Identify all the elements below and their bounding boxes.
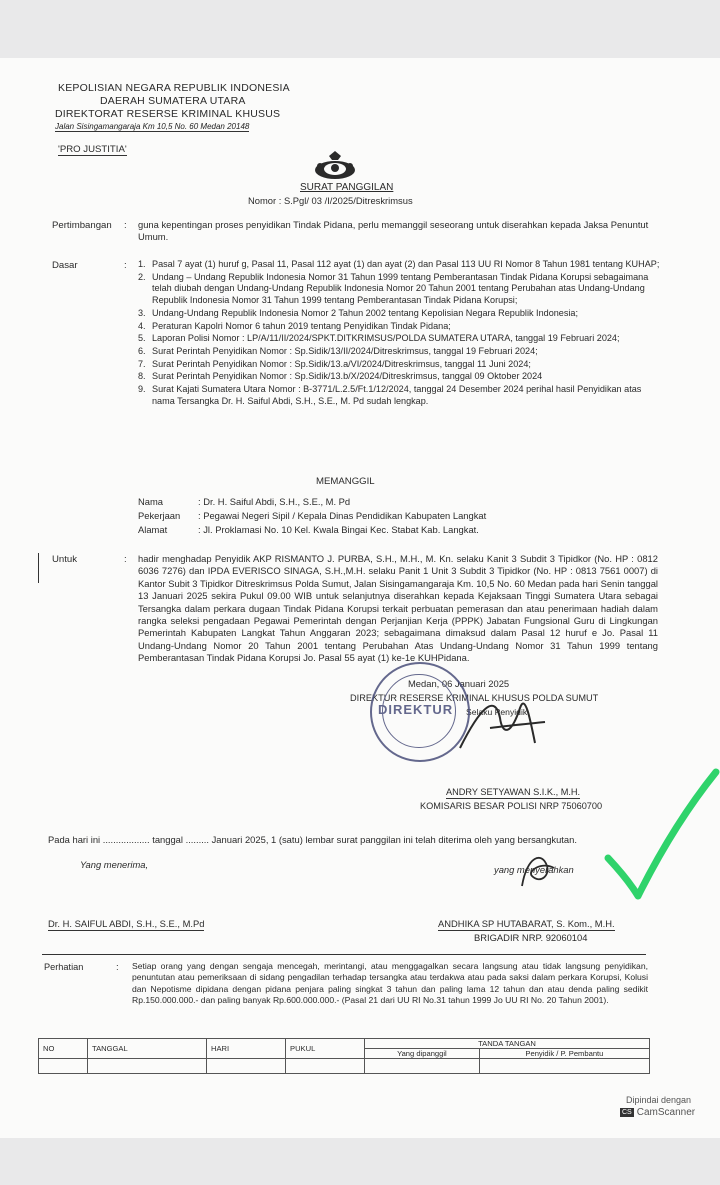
- header-line3: DIREKTORAT RESERSE KRIMINAL KHUSUS: [55, 108, 281, 120]
- perhatian-label: Perhatian: [44, 962, 84, 972]
- col-yang-dipanggil: Yang dipanggil: [365, 1049, 480, 1059]
- scanner-caption: Dipindai dengan: [626, 1095, 692, 1105]
- receiver-name: Dr. H. SAIFUL ABDI, S.H., S.E., M.Pd: [48, 918, 204, 931]
- table-row: [39, 1059, 650, 1074]
- giver-name: ANDHIKA SP HUTABARAT, S. Kom., M.H.: [438, 918, 615, 931]
- signature-table: [38, 1038, 650, 1074]
- receiver-label: Yang menerima,: [80, 859, 149, 870]
- untuk-colon: :: [124, 554, 127, 565]
- camscanner-logo-icon: CS: [622, 1109, 632, 1116]
- check-mark-icon: [602, 768, 720, 908]
- giver-signature-icon: [512, 846, 562, 896]
- scanner-brand-name: CamScanner: [636, 1107, 696, 1118]
- col-no: NO: [39, 1039, 88, 1059]
- signature-office: DIREKTUR RESERSE KRIMINAL KHUSUS POLDA SUMUT: [350, 693, 599, 703]
- dasar-item: 4. Peraturan Kapolri Nomor 6 tahun 2019 tentang Penyidikan Tindak Pidana;: [138, 320, 451, 331]
- receipt-line: Pada hari ini .................. tanggal ......... Januari 2025, 1 (satu) lembar surat panggilan ini telah diterima oleh yang bersangkutan.: [48, 834, 577, 845]
- signature-name: ANDRY SETYAWAN S.I.K., M.H.: [446, 786, 580, 799]
- pertimbangan-colon: :: [124, 220, 127, 231]
- margin-mark: [38, 553, 39, 583]
- alamat-value: : Jl. Proklamasi No. 10 Kel. Kwala Bingai Kec. Stabat Kab. Langkat.: [198, 524, 479, 535]
- col-tanda-tangan: TANDA TANGAN: [365, 1039, 650, 1049]
- header-line1: KEPOLISIAN NEGARA REPUBLIK INDONESIA: [58, 82, 290, 94]
- header-line2: DAERAH SUMATERA UTARA: [100, 95, 246, 107]
- col-pukul: PUKUL: [286, 1039, 365, 1059]
- pertimbangan-label: Pertimbangan: [52, 220, 112, 231]
- pro-justitia: 'PRO JUSTITIA': [58, 144, 127, 155]
- dasar-item: 8. Surat Perintah Penyidikan Nomor : Sp.Sidik/13.b/X/2024/Ditreskrimsus, tanggal 09 Oktober 2024: [138, 371, 543, 382]
- dasar-item: 9. Surat Kajati Sumatera Utara Nomor : B-3771/L.2.5/Ft.1/12/2024, tanggal 24 Desember 2024 perihal hasil Penyidikan atas nama Tersangka Dr. H. Saiful Abdi, S.H., S.E., M. Pd sudah lengkap.: [138, 384, 642, 406]
- nama-value: : Dr. H. Saiful Abdi, S.H., S.E., M. Pd: [198, 496, 351, 507]
- signature-role: Selaku Penyidik: [466, 707, 528, 717]
- pekerjaan-label: Pekerjaan: [138, 510, 181, 521]
- perhatian-text: Setiap orang yang dengan sengaja mencegah, merintangi, atau menggagalkan secara langsung atau tidak langsung penyidikan, penuntutan atau pemeriksaan di sidang pengadilan terhadap tersangka atau terdakwa atau pada saksi dalam perkara Korupsi, Kolusi dan Nepotisme dipidana dengan pidana penjara paling singkat 3 tahun dan paling lama 12 tahun dan atau denda paling sedikit Rp.150.000.000.- dan paling banyak Rp.600.000.000.- (Pasal 21 dari UU RI No.31 tahun 1999 Jo UU RI No. 20 Tahun 2001).: [132, 961, 648, 1006]
- col-penyidik: Penyidik / P. Pembantu: [479, 1049, 649, 1059]
- police-emblem-icon: [312, 150, 358, 180]
- dasar-item: 5. Laporan Polisi Nomor : LP/A/11/II/2024/SPKT.DITKRIMSUS/POLDA SUMATERA UTARA, tanggal 19 Februari 2024;: [138, 333, 620, 344]
- dasar-item: 7. Surat Perintah Penyidikan Nomor : Sp.Sidik/13.a/VI/2024/Ditreskrimsus, tanggal 11 Juni 2024;: [138, 358, 531, 369]
- giver-label: yang menyerahkan: [494, 864, 574, 875]
- scanner-brand: [620, 1107, 695, 1118]
- dasar-label: Dasar: [52, 260, 78, 271]
- dasar-item: 1. Pasal 7 ayat (1) huruf g, Pasal 11, Pasal 112 ayat (1) dan ayat (2) dan Pasal 113 UU RI Nomor 8 Tahun 1981 tentang KUHAP;: [138, 259, 660, 269]
- alamat-label: Alamat: [138, 524, 168, 535]
- col-tanggal: TANGGAL: [88, 1039, 207, 1059]
- divider: [42, 954, 646, 955]
- col-hari: HARI: [207, 1039, 286, 1059]
- dasar-item: 2. Undang – Undang Republik Indonesia Nomor 31 Tahun 1999 tentang Pemberantasan Tindak Pidana Korupsi sebagaimana telah diubah dengan Undang-Undang Republik Indonesia Nomor 20 Tahun 2001 tentang Perubahan atas Undang-Undang Republik Indonesia Nomor 31 Tahun 1999 tentang Pemberantasan Tindak Pidana Korupsi;: [138, 271, 649, 306]
- untuk-label: Untuk: [52, 554, 78, 565]
- dasar-item: 3. Undang-Undang Republik Indonesia Nomor 2 Tahun 2002 tentang Kepolisian Negara Republik Indonesia;: [138, 307, 579, 318]
- signature-place-date: Medan, 06 Januari 2025: [408, 678, 510, 689]
- memanggil-heading: MEMANGGIL: [316, 476, 375, 487]
- giver-rank: BRIGADIR NRP. 92060104: [474, 932, 588, 943]
- header-address: Jalan Sisingamangaraja Km 10,5 No. 60 Medan 20148: [55, 122, 250, 131]
- letter-title: SURAT PANGGILAN: [300, 182, 394, 193]
- pertimbangan-text: guna kepentingan proses penyidikan Tindak Pidana, perlu memanggil seseorang untuk diserahkan kepada Jaksa Penuntut Umum.: [138, 219, 649, 243]
- signature-rank: KOMISARIS BESAR POLISI NRP 75060700: [420, 801, 603, 811]
- document-page: [0, 58, 720, 1138]
- stamp-text: DIREKTUR: [378, 702, 454, 717]
- letter-number: Nomor : S.Pgl/ 03 /I/2025/Ditreskrimsus: [248, 195, 413, 206]
- dasar-colon: :: [124, 260, 127, 271]
- pekerjaan-value: : Pegawai Negeri Sipil / Kepala Dinas Pendidikan Kabupaten Langkat: [198, 510, 487, 521]
- nama-label: Nama: [138, 496, 164, 507]
- dasar-item: 6. Surat Perintah Penyidikan Nomor : Sp.Sidik/13/II/2024/Ditreskrimsus, tanggal 19 Februari 2024;: [138, 345, 538, 356]
- perhatian-colon: :: [116, 962, 119, 973]
- signature-scribble-icon: [440, 688, 560, 758]
- dasar-list: [138, 259, 660, 408]
- untuk-text: hadir menghadap Penyidik AKP RISMANTO J. PURBA, S.H., M.H., M. Kn. selaku Kanit 3 Subdit 3 Tipidkor (No. HP : 0812 6036 7276) dan IPDA EVERISCO SINAGA, S.H.,M.H. selaku Panit 1 Unit 3 Subdit 3 Tipidkor (No. HP : 0813 7561 0007) di Kantor Subit 3 Tipidkor Ditreskrimsus Polda Sumut, Jalan Sisingamangaraja Km. 10,5 No. 60 Medan pada hari Senin tanggal 13 Januari 2025 sekira Pukul 09.00 WIB untuk selanjutnya diserahkan kepada Kejaksaan Tinggi Sumatera Utara sebagai Tersangka dalam perkara dugaan Tindak Pidana Korupsi terkait perbuatan pemerasan dan atau penerimaan hadiah dalam rangka seleksi pengadaan Pegawai Pemerintah dengan Perjanjian Kerja (PPPK) Jabatan Fungsional Guru di Lingkungan Pemerintah Kabupaten Langkat Tahun Anggaran 2023; sebagaimana dimaksud dalam Pasal 12 huruf e Jo. Pasal 11 Undang-Undang Nomor 20 Tahun 2001 tentang Perubahan Atas Undang-Undang Nomor 31 Tahun 1999 tentang Pemberantasan Tindak Pidana Korupsi Jo. Pasal 55 ayat (1) ke-1e KUHPidana.: [138, 553, 658, 664]
